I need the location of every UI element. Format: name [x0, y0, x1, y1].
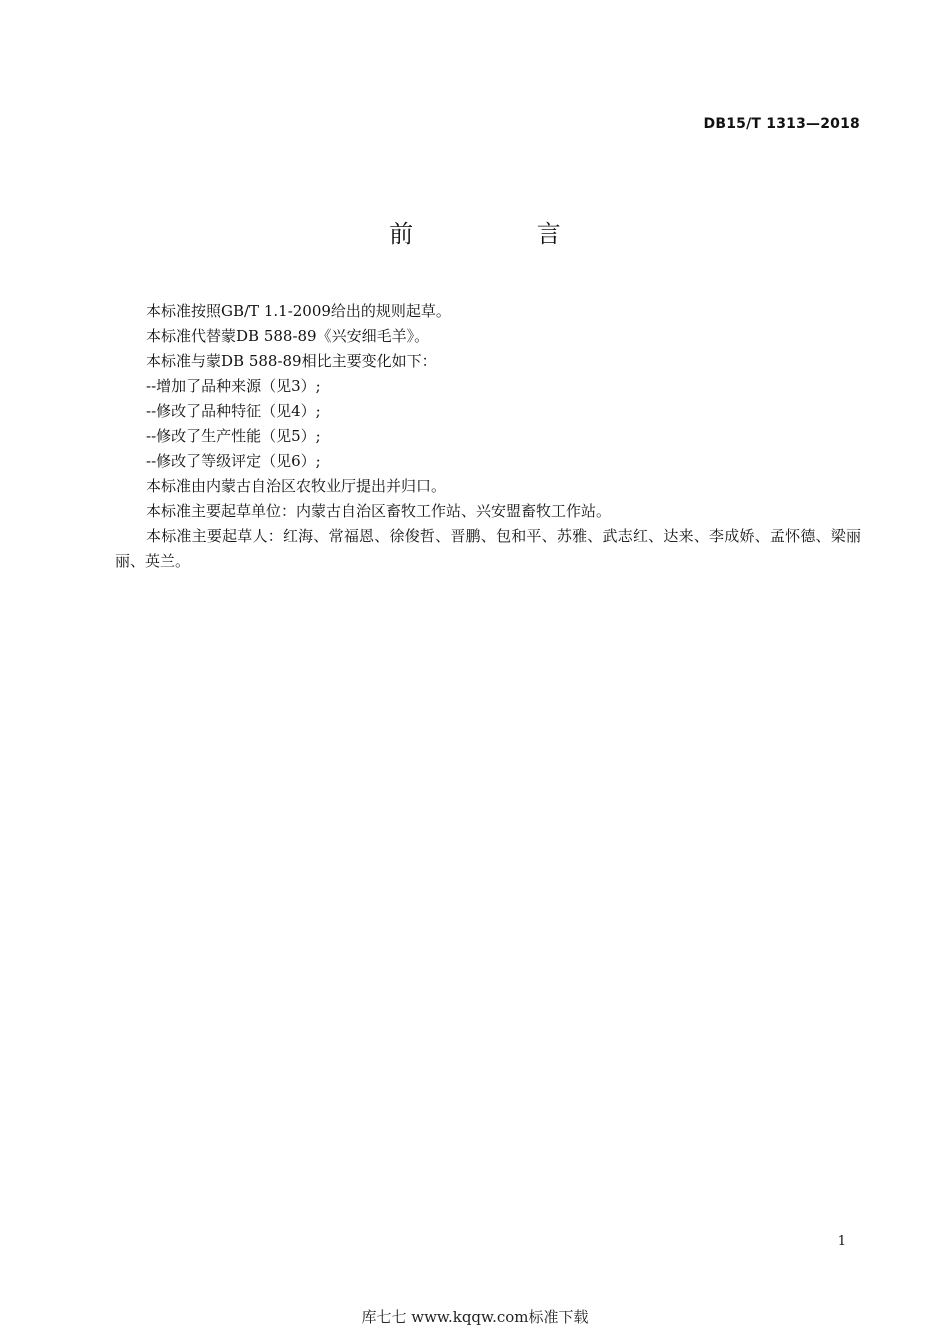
foreword-paragraph-2: 本标准代替蒙DB 588-89《兴安细毛羊》。 [146, 327, 430, 345]
page-number: 1 [837, 1234, 846, 1249]
foreword-paragraph-3: 本标准与蒙DB 588-89相比主要变化如下： [146, 352, 437, 370]
change-item-4: --修改了等级评定（见6）; [146, 452, 321, 470]
foreword-paragraph-1: 本标准按照GB/T 1.1-2009给出的规则起草。 [146, 302, 451, 320]
page-title: 前 言 [389, 220, 619, 248]
foreword-paragraph-proposer: 本标准由内蒙古自治区农牧业厅提出并归口。 [146, 477, 447, 495]
change-item-1: --增加了品种来源（见3）; [146, 377, 321, 395]
standard-code: DB15/T 1313—2018 [703, 116, 860, 132]
change-item-3: --修改了生产性能（见5）; [146, 427, 321, 445]
foreword-body [115, 299, 861, 574]
foreword-paragraph-drafting-units: 本标准主要起草单位：内蒙古自治区畜牧工作站、兴安盟畜牧工作站。 [146, 502, 612, 520]
foreword-paragraph-drafters: 本标准主要起草人：红海、常福恩、徐俊哲、晋鹏、包和平、苏雅、武志红、达来、李成娇、孟怀德、梁丽丽、英兰。 [115, 527, 861, 570]
change-item-2: --修改了品种特征（见4）; [146, 402, 321, 420]
footer-watermark: 库七七 www.kqqw.com标准下载 [361, 1308, 589, 1326]
